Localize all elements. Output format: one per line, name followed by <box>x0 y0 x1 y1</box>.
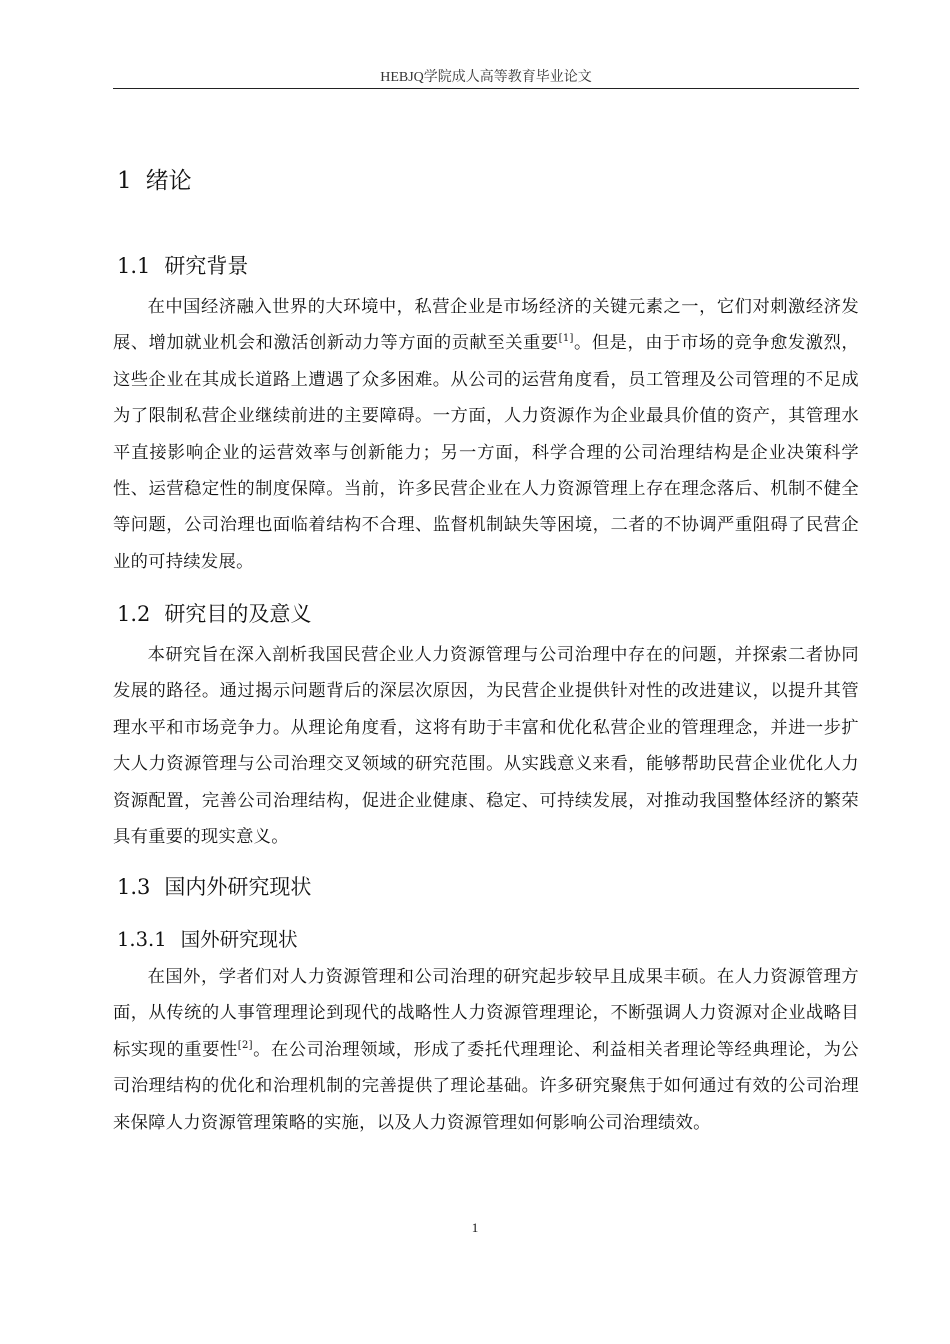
header-divider <box>113 88 859 89</box>
subsection-number: 1.3.1 <box>117 928 167 951</box>
section-number: 1.2 <box>117 602 151 626</box>
paragraph-text: 。但是，由于市场的竞争愈发激烈，这些企业在其成长道路上遭遇了众多困难。从公司的运营角度看，员工管理及公司管理的不足成为了限制私营企业继续前进的主要障碍。一方面，人力资源作为企业最具价值的资产，其管理水平直接影响企业的运营效率与创新能力；另一方面，科学合理的公司治理结构是企业决策科学性、运营稳定性的制度保障。当前，许多民营企业在人力资源管理上存在理念落后、机制不健全等问题，公司治理也面临着结构不合理、监督机制缺失等困境，二者的不协调严重阻碍了民营企业的可持续发展。 <box>113 333 859 572</box>
subsection-title: 国外研究现状 <box>180 928 298 951</box>
running-header: HEBJQ学院成人高等教育毕业论文 <box>380 70 592 85</box>
paragraph-text: 在中国经济融入世界的大环境中，私营企业是市场经济的关键元素之一，它们对刺激经济发展、增加就业机会和激活创新动力等方面的贡献至关重要 <box>113 297 859 354</box>
paragraph-text: 。在公司治理领域，形成了委托代理理论、利益相关者理论等经典理论，为公司治理结构的优化和治理机制的完善提供了理论基础。许多研究聚焦于如何通过有效的公司治理来保障人力资源管理策略的实施，以及人力资源管理如何影响公司治理绩效。 <box>113 1039 859 1133</box>
section-heading-1-3 <box>117 871 311 901</box>
chapter-heading <box>117 162 192 195</box>
paragraph-text: 在国外，学者们对人力资源管理和公司治理的研究起步较早且成果丰硕。在人力资源管理方面，从传统的人事管理理论到现代的战略性人力资源管理理论，不断强调人力资源对企业战略目标实现的重要性 <box>113 967 859 1060</box>
section-number: 1.1 <box>117 254 151 278</box>
section-title: 研究目的及意义 <box>164 602 312 626</box>
citation-ref-1[interactable]: [1] <box>558 333 574 345</box>
section-heading-1-2 <box>117 598 311 628</box>
section-number: 1.3 <box>117 875 151 899</box>
section-heading-1-1 <box>117 250 248 280</box>
subsection-heading-1-3-1 <box>117 924 298 952</box>
chapter-title: 绪论 <box>145 168 192 194</box>
chapter-number: 1 <box>117 168 132 194</box>
citation-ref-2[interactable]: [2] <box>237 1039 253 1051</box>
paragraph-research-background <box>113 289 859 580</box>
paragraph-research-purpose: 本研究旨在深入剖析我国民营企业人力资源管理与公司治理中存在的问题，并探索二者协同发展的路径。通过揭示问题背后的深层次原因，为民营企业提供针对性的改进建议，以提升其管理水平和市场竞争力。从理论角度看，这将有助于丰富和优化私营企业的管理理念，并进一步扩大人力资源管理与公司治理交叉领域的研究范围。从实践意义来看，能够帮助民营企业优化人力资源配置，完善公司治理结构，促进企业健康、稳定、可持续发展，对推动我国整体经济的繁荣具有重要的现实意义。 <box>113 645 859 848</box>
page-number: 1 <box>471 1220 479 1235</box>
section-title: 国内外研究现状 <box>164 875 312 899</box>
paragraph-foreign-research <box>113 959 859 1141</box>
section-title: 研究背景 <box>164 254 249 278</box>
